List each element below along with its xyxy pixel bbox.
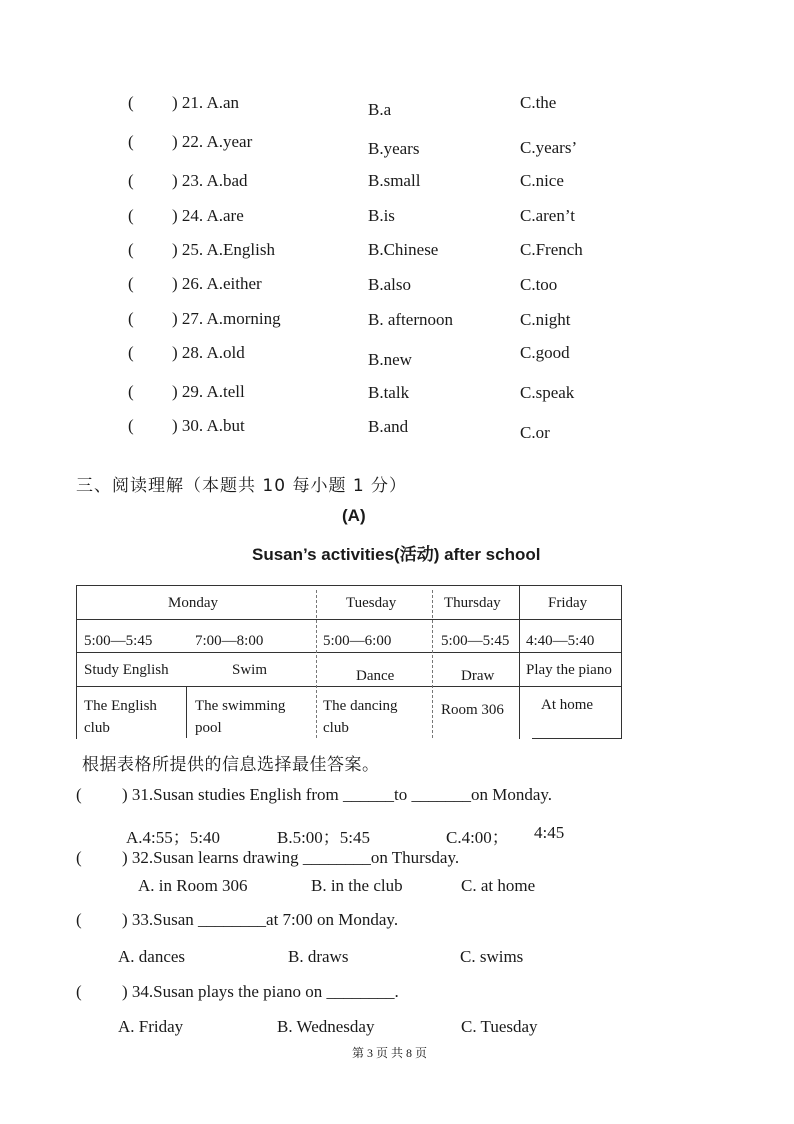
question-24-option-b: B.is [368, 206, 395, 225]
question-24-option-c: C.aren’t [520, 206, 575, 225]
table-rule [519, 585, 520, 739]
activity-cell: Study English [84, 662, 169, 678]
day-header-friday: Friday [548, 595, 588, 611]
table-border-right [621, 585, 622, 739]
question-33-option-c: C. swims [460, 947, 524, 966]
answer-blank-paren: ( [128, 274, 134, 293]
question-32-option-b: B. in the club [311, 876, 403, 895]
question-30-option-b: B.and [368, 417, 409, 436]
question-31-option-a: A.4:55；5:40 [126, 828, 220, 847]
question-27-option-c: C.night [520, 310, 571, 329]
question-32-stem: ) 32.Susan learns drawing ________on Thursday. [122, 848, 460, 867]
question-30-option-c: C.or [520, 423, 550, 442]
answer-blank-paren: ( [128, 171, 134, 190]
question-22-option-a: ) 22. A.year [172, 132, 253, 151]
answer-blank-paren: ( [76, 785, 82, 804]
page-footer: 第 3 页 共 8 页 [352, 1046, 428, 1060]
question-33-option-a: A. dances [118, 947, 186, 966]
answer-blank-paren: ( [128, 309, 134, 328]
answer-blank-paren: ( [128, 382, 134, 401]
table-rule [76, 652, 622, 653]
question-33-stem: ) 33.Susan ________at 7:00 on Monday. [122, 910, 399, 929]
table-rule [76, 686, 622, 687]
question-32-option-a: A. in Room 306 [138, 876, 248, 895]
answer-blank-paren: ( [76, 848, 82, 867]
question-22-option-c: C.years’ [520, 138, 578, 157]
question-21-option-c: C.the [520, 93, 557, 112]
time-cell: 4:40—5:40 [526, 633, 595, 649]
activity-cell: Swim [232, 662, 268, 678]
activity-cell: Play the piano [526, 662, 612, 678]
time-cell: 5:00—6:00 [323, 633, 392, 649]
question-34-option-b: B. Wednesday [277, 1017, 375, 1036]
question-28-option-b: B.new [368, 350, 412, 369]
question-29-option-b: B.talk [368, 383, 410, 402]
place-cell: The English club [84, 698, 157, 736]
question-31-option-c-end: 4:45 [534, 823, 565, 842]
question-23-option-c: C.nice [520, 171, 564, 190]
question-34-stem: ) 34.Susan plays the piano on ________. [122, 982, 399, 1001]
day-header-thursday: Thursday [444, 595, 501, 611]
section-heading: 三、阅读理解（本题共 10 每小题 1 分） [76, 476, 408, 496]
question-25-option-c: C.French [520, 240, 583, 259]
question-23-option-a: ) 23. A.bad [172, 171, 248, 190]
question-26-option-a: ) 26. A.either [172, 274, 262, 293]
answer-blank-paren: ( [76, 910, 82, 929]
question-25-option-a: ) 25. A.English [172, 240, 275, 259]
answer-blank-paren: ( [128, 206, 134, 225]
answer-blank-paren: ( [76, 982, 82, 1001]
question-26-option-c: C.too [520, 275, 558, 294]
question-28-option-c: C.good [520, 343, 570, 362]
answer-blank-paren: ( [128, 93, 134, 112]
passage-label: (A) [342, 506, 366, 525]
question-30-option-a: ) 30. A.but [172, 416, 245, 435]
question-27-option-b: B. afternoon [368, 310, 453, 329]
question-31-option-c: C.4:00； [446, 828, 509, 847]
question-33-option-b: B. draws [288, 947, 349, 966]
answer-blank-paren: ( [128, 343, 134, 362]
time-cell: 7:00—8:00 [195, 633, 264, 649]
activity-cell: Dance [356, 668, 395, 684]
question-21-option-a: ) 21. A.an [172, 93, 240, 112]
question-31-option-b: B.5:00；5:45 [277, 828, 371, 847]
day-header-monday: Monday [168, 595, 218, 611]
place-cell: At home [541, 697, 594, 713]
table-rule [432, 590, 433, 738]
table-rule [186, 686, 187, 738]
question-24-option-a: ) 24. A.are [172, 206, 244, 225]
table-border-top [76, 585, 622, 586]
question-34-option-a: A. Friday [118, 1017, 184, 1036]
day-header-tuesday: Tuesday [346, 595, 397, 611]
activity-cell: Draw [461, 668, 495, 684]
place-cell: The dancing club [323, 698, 398, 736]
question-21-option-b: B.a [368, 100, 392, 119]
question-26-option-b: B.also [368, 275, 411, 294]
table-title: Susan’s activities(活动) after school [252, 545, 541, 564]
question-23-option-b: B.small [368, 171, 421, 190]
place-cell: The swimming pool [195, 698, 286, 736]
question-29-option-a: ) 29. A.tell [172, 382, 245, 401]
table-border-bottom [532, 738, 622, 739]
reading-instruction: 根据表格所提供的信息选择最佳答案。 [82, 755, 380, 775]
table-rule [316, 590, 317, 738]
place-cell: Room 306 [441, 702, 504, 718]
answer-blank-paren: ( [128, 132, 134, 151]
question-22-option-b: B.years [368, 139, 420, 158]
answer-blank-paren: ( [128, 240, 134, 259]
time-cell: 5:00—5:45 [84, 633, 153, 649]
answer-blank-paren: ( [128, 416, 134, 435]
question-28-option-a: ) 28. A.old [172, 343, 245, 362]
table-rule [76, 619, 622, 620]
table-border-left [76, 585, 77, 739]
question-31-stem: ) 31.Susan studies English from ______to _______on Monday. [122, 785, 553, 804]
time-cell: 5:00—5:45 [441, 633, 510, 649]
question-34-option-c: C. Tuesday [461, 1017, 538, 1036]
question-27-option-a: ) 27. A.morning [172, 309, 281, 328]
question-32-option-c: C. at home [461, 876, 536, 895]
question-29-option-c: C.speak [520, 383, 575, 402]
question-25-option-b: B.Chinese [368, 240, 439, 259]
